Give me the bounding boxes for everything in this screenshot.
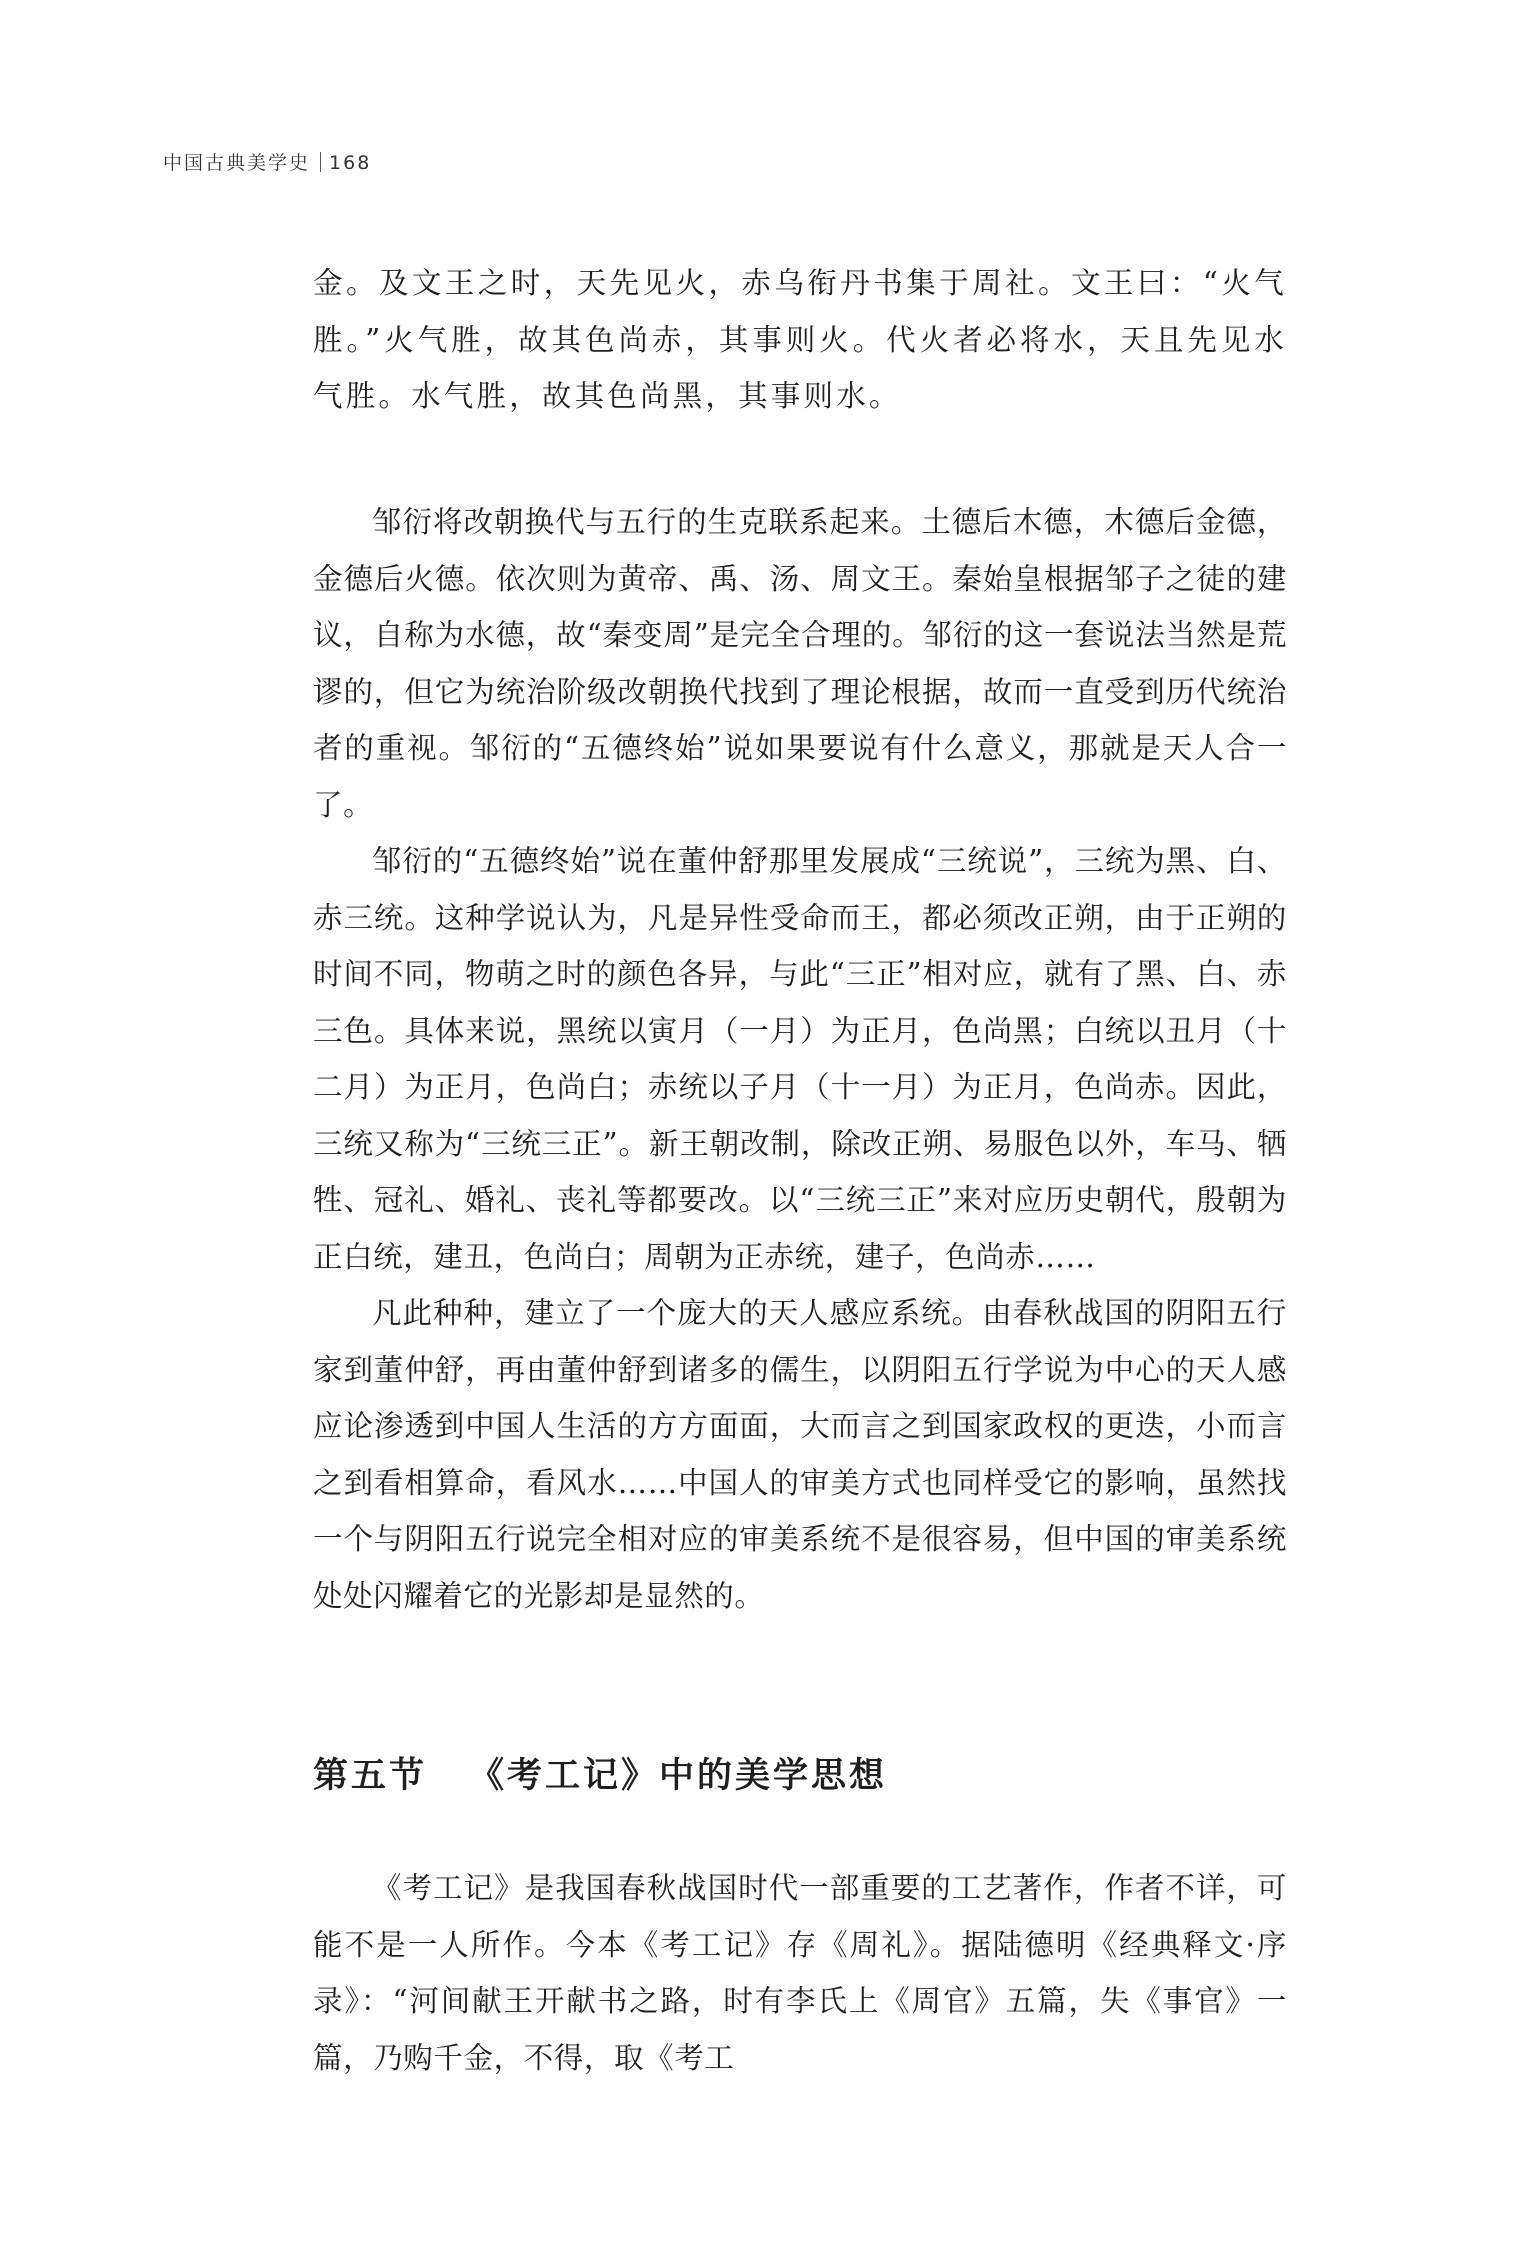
section-number: 第五节 bbox=[313, 1755, 428, 1796]
header-divider bbox=[320, 152, 321, 172]
running-header bbox=[163, 148, 371, 175]
paragraph: 邹衍的“五德终始”说在董仲舒那里发展成“三统说”，三统为黑、白、赤三统。这种学说认为，凡是异性受命而王，都必须改正朔，由于正朔的时间不同，物萌之时的颜色各异，与此“三正”相对应，就有了黑、白、赤三色。具体来说，黑统以寅月（一月）为正月，色尚黑；白统以丑月（十二月）为正月，色尚白；赤统以子月（十一月）为正月，色尚赤。因此，三统又称为“三统三正”。新王朝改制，除改正朔、易服色以外，车马、牺牲、冠礼、婚礼、丧礼等都要改。以“三统三正”来对应历史朝代，殷朝为正白统，建丑，色尚白；周朝为正赤统，建子，色尚赤…… bbox=[313, 844, 1287, 1274]
paragraph: 邹衍将改朝换代与五行的生克联系起来。土德后木德，木德后金德，金德后火德。依次则为黄帝、禹、汤、周文王。秦始皇根据邹子之徒的建议，自称为水德，故“秦变周”是完全合理的。邹衍的这一套说法当然是荒谬的，但它为统治阶级改朝换代找到了理论根据，故而一直受到历代统治者的重视。邹衍的“五德终始”说如果要说有什么意义，那就是天人合一了。 bbox=[313, 505, 1287, 822]
book-title: 中国古典美学史 bbox=[163, 152, 311, 174]
block-quote: 金。及文王之时，天先见火，赤乌衔丹书集于周社。文王曰：“火气胜。”火气胜，故其色尚赤，其事则火。代火者必将水，天且先见水气胜。水气胜，故其色尚黑，其事则水。 bbox=[313, 266, 1287, 413]
section-body-text bbox=[313, 1860, 1287, 2086]
section-heading bbox=[313, 1748, 887, 1798]
body-text bbox=[313, 494, 1287, 1624]
paragraph: 《考工记》是我国春秋战国时代一部重要的工艺著作，作者不详，可能不是一人所作。今本《考工记》存《周礼》。据陆德明《经典释文·序录》：“河间献王开献书之路，时有李氏上《周官》五篇，失《事官》一篇，乃购千金，不得，取《考工 bbox=[313, 1871, 1287, 2075]
page-number: 168 bbox=[329, 152, 372, 174]
paragraph: 凡此种种，建立了一个庞大的天人感应系统。由春秋战国的阴阳五行家到董仲舒，再由董仲舒到诸多的儒生，以阴阳五行学说为中心的天人感应论渗透到中国人生活的方方面面，大而言之到国家政权的更迭，小而言之到看相算命，看风水……中国人的审美方式也同样受它的影响，虽然找一个与阴阳五行说完全相对应的审美系统不是很容易，但中国的审美系统处处闪耀着它的光影却是显然的。 bbox=[313, 1296, 1287, 1613]
section-title: 《考工记》中的美学思想 bbox=[469, 1755, 888, 1796]
